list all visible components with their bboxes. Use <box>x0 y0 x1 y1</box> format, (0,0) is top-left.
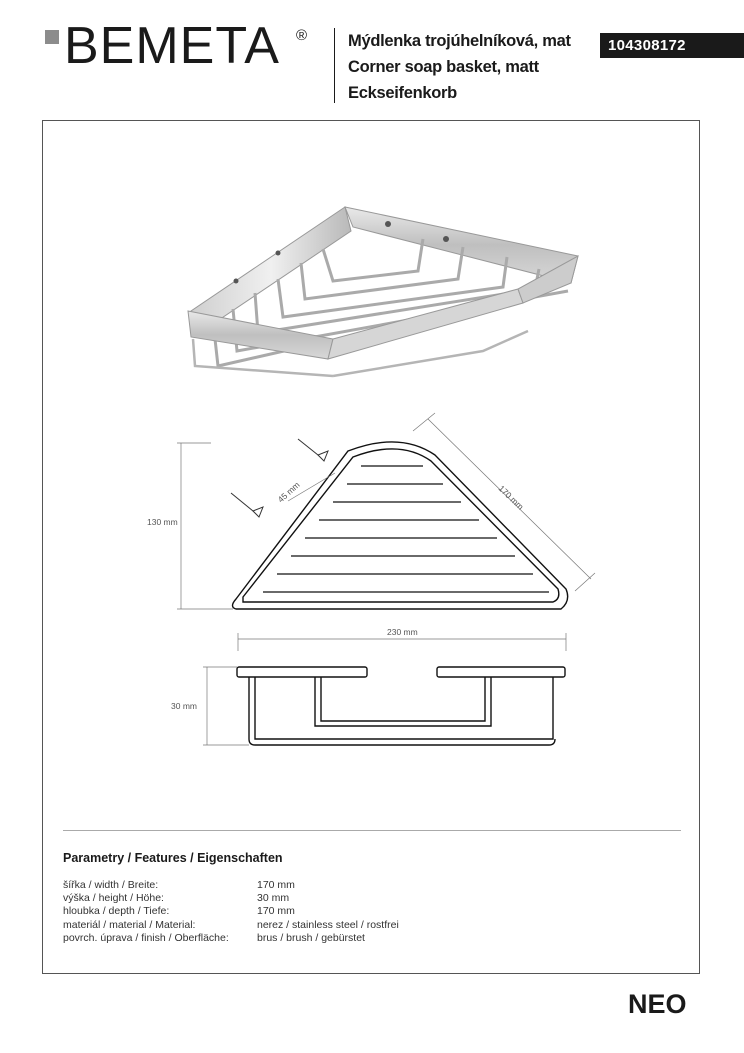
product-titles <box>348 28 571 106</box>
param-row <box>63 892 557 905</box>
param-row <box>63 905 557 918</box>
product-title-cz: Mýdlenka trojúhelníková, mat <box>348 32 571 50</box>
series-name: NEO <box>628 989 687 1019</box>
param-label: povrch. úprava / finish / Oberfläche: <box>63 931 229 944</box>
param-value: 30 mm <box>257 892 290 905</box>
side-view-outline <box>237 667 565 745</box>
dim-30: 30 mm <box>171 701 197 711</box>
registered-mark: ® <box>296 27 308 44</box>
param-value: nerez / stainless steel / rostfrei <box>257 918 399 931</box>
dim-45: 45 mm <box>275 479 302 505</box>
product-code-badge: 104308172 <box>600 33 744 58</box>
params-table <box>63 879 557 945</box>
technical-drawing <box>43 121 701 821</box>
param-label: hloubka / depth / Tiefe: <box>63 905 170 918</box>
dim-170: 170 mm <box>496 483 526 512</box>
param-label: výška / height / Höhe: <box>63 892 164 905</box>
product-sheet-frame <box>42 120 700 974</box>
title-divider <box>334 28 335 103</box>
top-view-outline <box>233 442 568 609</box>
param-value: 170 mm <box>257 905 295 918</box>
dim-230: 230 mm <box>387 627 418 637</box>
param-value: brus / brush / gebürstet <box>257 931 365 944</box>
dim-130: 130 mm <box>147 517 178 527</box>
product-title-en: Corner soap basket, matt <box>348 58 539 76</box>
param-row <box>63 879 557 892</box>
param-row <box>63 932 557 945</box>
param-value: 170 mm <box>257 879 295 891</box>
logo-square-icon <box>45 30 59 44</box>
params-heading: Parametry / Features / Eigenschaften <box>63 851 283 865</box>
params-divider <box>63 830 681 831</box>
brand-logo: BEMETA <box>64 17 280 75</box>
screws-icon <box>231 439 328 517</box>
param-row <box>63 919 557 932</box>
param-label: šířka / width / Breite: <box>63 879 159 891</box>
param-label: materiál / material / Material: <box>63 918 196 931</box>
product-title-de: Eckseifenkorb <box>348 84 457 102</box>
